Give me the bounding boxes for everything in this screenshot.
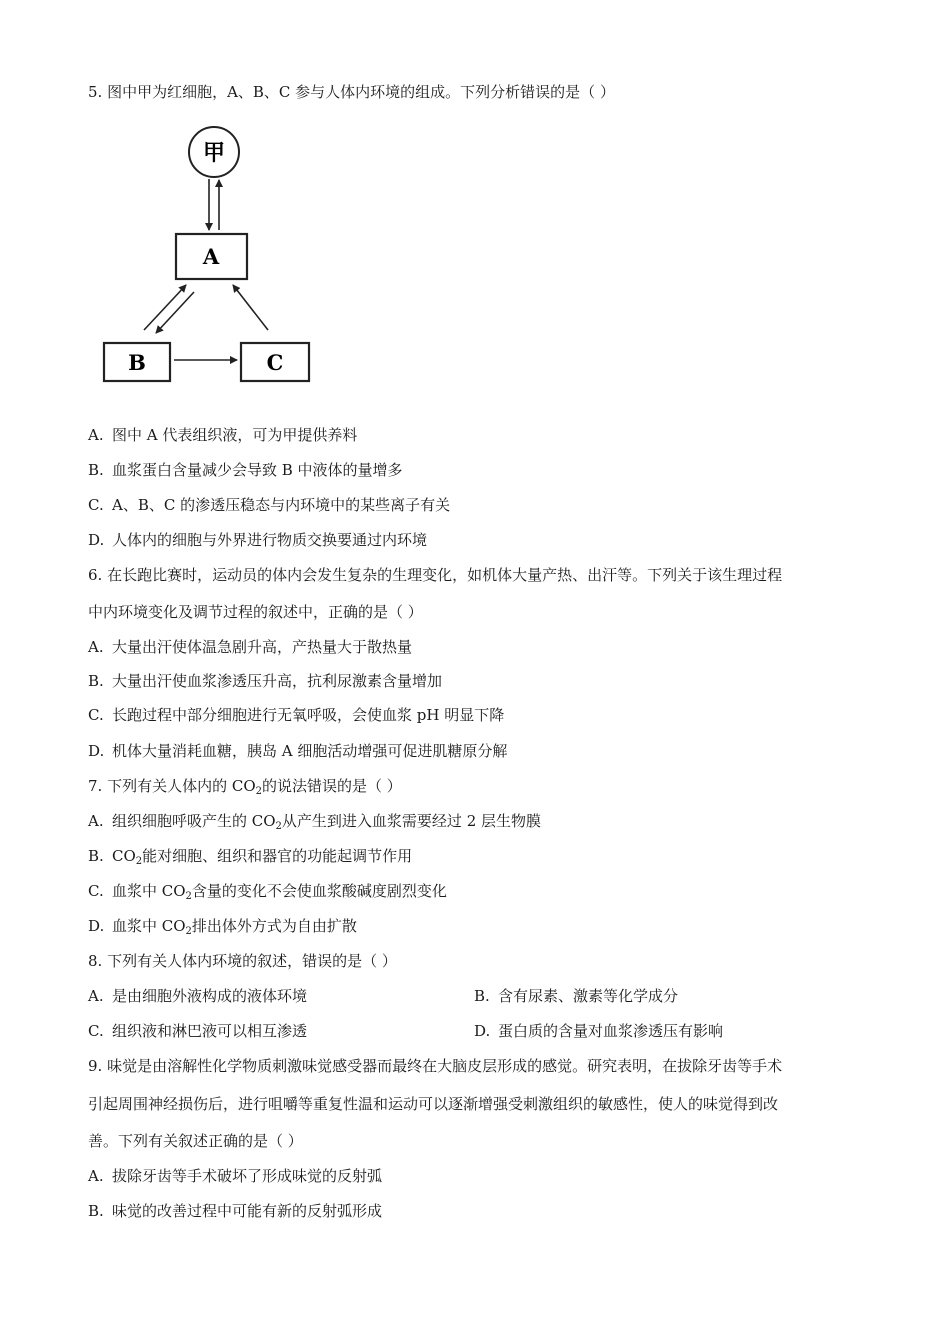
q5-option-d: D. 人体内的细胞与外界进行物质交换要通过内环境 [88,531,428,549]
q7-option-b: B. $CO_2$能对细胞、组织和器官的功能起调节作用 [88,847,413,867]
q7-option-a: A. 组织细胞呼吸产生的 $CO_2$从产生到进入血浆需要经过 2 层生物膜 [88,812,542,832]
node-b-label: B [128,350,146,375]
q9-stem-line2: 引起周围神经损伤后，进行咀嚼等重复性温和运动可以逐渐增强受刺激组织的敏感性，使人的味觉得到改 [88,1095,779,1113]
q5-option-a: A. 图中 A 代表组织液，可为甲提供养料 [88,426,358,444]
q5-option-b: B. 血浆蛋白含量减少会导致 B 中液体的量增多 [88,461,403,479]
arrow-c-to-a [233,285,268,330]
q6-stem-line1: 6. 在长跑比赛时，运动员的体内会发生复杂的生理变化，如机体大量产热、出汗等。下列关于该生理过程 [88,566,783,584]
q9-stem-line1: 9. 味觉是由溶解性化学物质刺激味觉感受器而最终在大脑皮层形成的感觉。研究表明，在拔除牙齿等手术 [88,1057,783,1075]
q8-stem: 8. 下列有关人体内环境的叙述，错误的是（ ） [88,952,397,970]
node-jia-label: 甲 [202,141,226,166]
body-fluid-diagram [96,122,316,387]
q5-option-c: C. A、B、C 的渗透压稳态与内环境中的某些离子有关 [88,496,451,514]
q6-stem-line2: 中内环境变化及调节过程的叙述中，正确的是（ ） [88,603,423,621]
q9-option-b: B. 味觉的改善过程中可能有新的反射弧形成 [88,1202,383,1220]
q6-option-a: A. 大量出汗使体温急剧升高，产热量大于散热量 [88,638,413,656]
q8-option-c: C. 组织液和淋巴液可以相互渗透 [88,1022,308,1040]
q8-option-d: D. 蛋白质的含量对血浆渗透压有影响 [474,1022,724,1040]
node-a-label: A [202,244,220,269]
q6-option-d: D. 机体大量消耗血糖，胰岛 A 细胞活动增强可促进肌糖原分解 [88,742,508,760]
q6-option-c: C. 长跑过程中部分细胞进行无氧呼吸，会使血浆 pH 明显下降 [88,706,505,724]
arrow-a-to-b [156,292,194,333]
q9-option-a: A. 拔除牙齿等手术破坏了形成味觉的反射弧 [88,1167,383,1185]
node-c-label: C [266,350,284,375]
q8-option-b: B. 含有尿素、激素等化学成分 [474,987,679,1005]
q5-stem: 5. 图中甲为红细胞，A、B、C 参与人体内环境的组成。下列分析错误的是（ ） [88,83,615,101]
q9-stem-line3: 善。下列有关叙述正确的是（ ） [88,1132,303,1150]
q6-option-b: B. 大量出汗使血浆渗透压升高，抗利尿激素含量增加 [88,672,443,690]
q8-option-a: A. 是由细胞外液构成的液体环境 [88,987,308,1005]
q7-option-d: D. 血浆中 $CO_2$排出体外方式为自由扩散 [88,917,357,937]
q7-option-c: C. 血浆中 $CO_2$含量的变化不会使血浆酸碱度剧烈变化 [88,882,447,902]
q7-stem: 7. 下列有关人体内的 $CO_2$的说法错误的是（ ） [88,777,402,797]
